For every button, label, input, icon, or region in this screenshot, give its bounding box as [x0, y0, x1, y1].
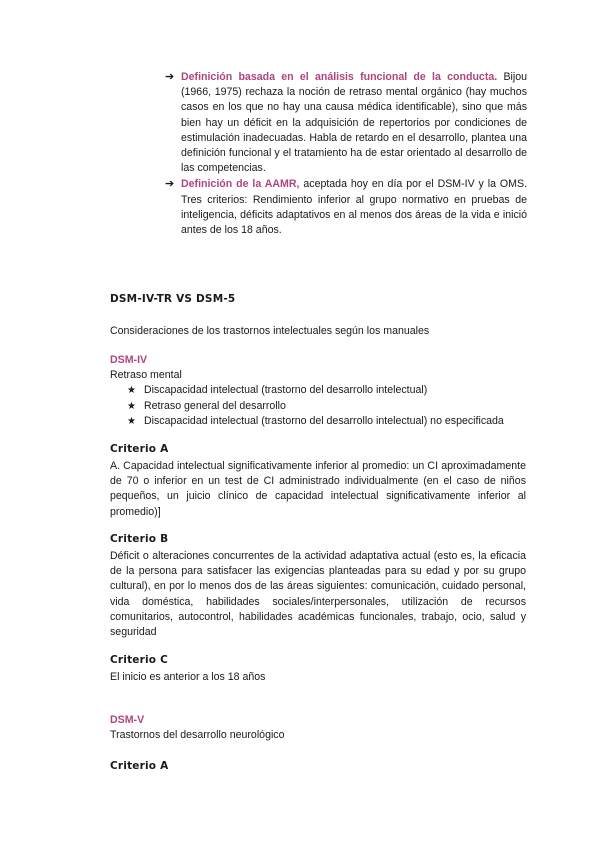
definition-title: Definición basada en el análisis funcional de la conducta. [181, 71, 498, 83]
intro-text: Consideraciones de los trastornos intelectuales según los manuales [110, 325, 430, 337]
dsm5-section [110, 713, 526, 743]
dsm4-list [110, 383, 526, 429]
criterio-a-heading: Criterio A [110, 443, 169, 455]
arrow-bullet-icon: ➔ [165, 71, 175, 83]
definitions-list [165, 70, 527, 239]
dsm5-criterio-a-heading: Criterio A [110, 760, 169, 772]
definition-text: aceptada hoy en día por el DSM-IV y la OMS. Tres criterios: Rendimiento inferior al grupo normativo en pruebas de inteligencia, déficits adaptativos en al menos dos áreas de la vida e inició antes de los 18 años. [181, 178, 527, 237]
dsm5-heading: DSM-V [110, 714, 145, 726]
section-title: DSM-IV-TR VS DSM-5 [110, 293, 236, 305]
star-bullet-icon: ★ [127, 385, 136, 397]
list-item: ★ Discapacidad intelectual (trastorno del desarrollo intelectual) [110, 383, 526, 398]
definition-text: Bijou (1966, 1975) rechaza la noción de retraso mental orgánico (hay muchos casos en los que no hay una causa médica identificable), sino que más bien hay un déficit en la adquisición de repertorios por condiciones de estimulación inadecuadas. Habla de retardo en el desarrollo, plantea una definición funcional y el tratamiento ha de estar orientado al desarrollo de las competencias. [181, 71, 528, 175]
arrow-bullet-icon: ➔ [165, 178, 175, 191]
dsm4-subheading: Retraso mental [110, 369, 182, 382]
dsm4-heading: DSM-IV [110, 354, 148, 366]
definition-item [165, 177, 527, 238]
dsm4-section [110, 353, 526, 429]
criterio-c-heading: Criterio C [110, 654, 168, 666]
criterio-b-text: Déficit o alteraciones concurrentes de la actividad adaptativa actual (esto es, la eficacia de la persona para satisfacer las exigencias planteadas para su edad y por su grupo cultural), en por lo menos dos de las áreas siguientes: comunicación, cuidado personal, vida doméstica, habilidades sociales/interpersonales, utilización de recursos comunitarios, autocontrol, habilidades académicas funcionales, trabajo, ocio, salud y seguridad [110, 550, 526, 639]
criterio-a-text: A. Capacidad intelectual significativamente inferior al promedio: un CI aproximadamente de 70 o inferior en un test de CI administrado individualmente (en el caso de niños pequeños, un juicio clínico de capacidad intelectual significativamente inferior al promedio)] [110, 460, 526, 518]
dsm5-subheading: Trastornos del desarrollo neurológico [110, 729, 285, 742]
star-bullet-icon: ★ [127, 415, 136, 427]
list-item: ★ Retraso general del desarrollo [110, 399, 526, 414]
definition-title: Definición de la AAMR, [181, 178, 300, 191]
criterio-b-heading: Criterio B [110, 533, 169, 545]
criterio-c-text: El inicio es anterior a los 18 años [110, 671, 266, 683]
definition-item [165, 70, 527, 176]
star-bullet-icon: ★ [127, 400, 136, 412]
list-item: ★ Discapacidad intelectual (trastorno del desarrollo intelectual) no especificada [110, 414, 526, 429]
